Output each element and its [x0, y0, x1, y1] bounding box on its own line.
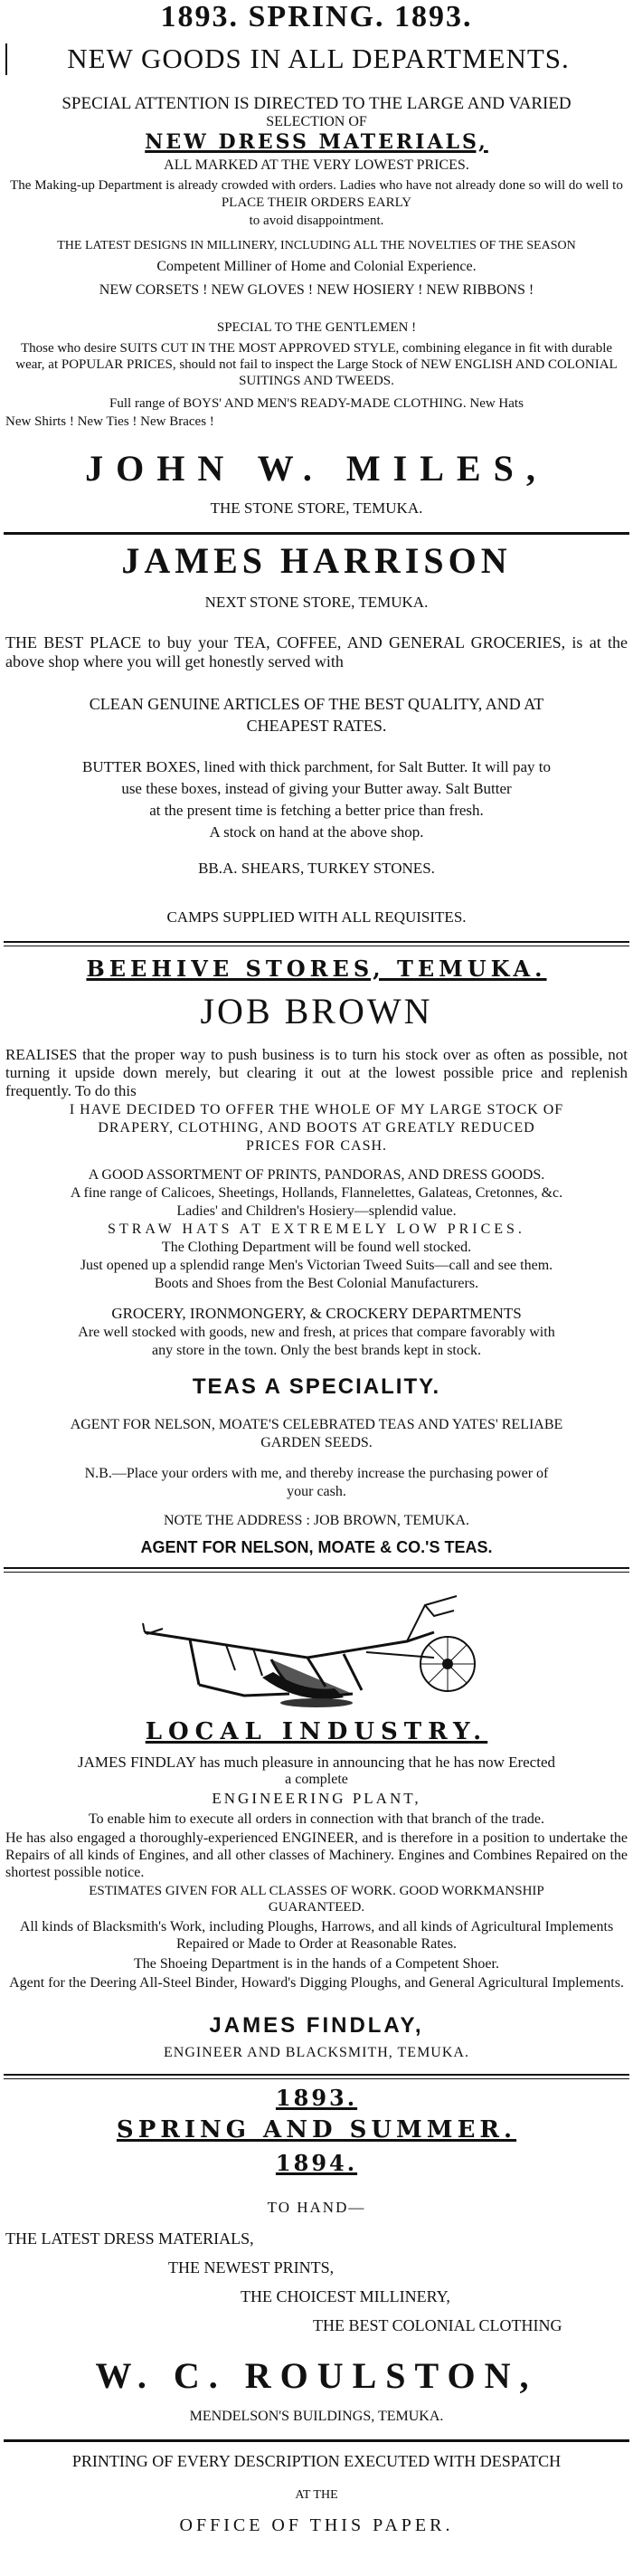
roulston-line-4: THE BEST COLONIAL CLOTHING	[313, 2316, 562, 2334]
findlay-name: JAMES FINDLAY,	[209, 2013, 424, 2038]
realises-text: REALISES that the proper way to push business is to turn his stock over as often as possible, not turning it upside down merely, but clearing it out at the lowest possible price and replenish frequently. To do this	[5, 1046, 628, 1099]
camps-text: CAMPS SUPPLIED WITH ALL REQUISITES.	[166, 908, 467, 926]
agent-seeds-line-2: GARDEN SEEDS.	[260, 1435, 373, 1450]
engineering-plant-text: ENGINEERING PLANT,	[212, 1790, 421, 1807]
stocked-line-1: Are well stocked with goods, new and fresh, at prices that compare favorably with	[78, 1325, 555, 1340]
nb-line-2: your cash.	[287, 1484, 346, 1499]
boots-text: Boots and Shoes from the Best Colonial Manufacturers.	[154, 1276, 479, 1291]
harrison-address: NEXT STONE STORE, TEMUKA.	[204, 594, 429, 611]
season-heading: SPRING AND SUMMER.	[116, 2116, 517, 2143]
disappointment-text: to avoid disappointment.	[249, 214, 384, 228]
divider	[4, 2439, 629, 2442]
millinery-text: THE LATEST DESIGNS IN MILLINERY, INCLUDING ALL THE NOVELTIES OF THE SEASON	[57, 239, 576, 252]
agent-teas-text: AGENT FOR NELSON, MOATE & CO.'S TEAS.	[140, 1538, 493, 1556]
decided-line-2: DRAPERY, CLOTHING, AND BOOTS AT GREATLY REDUCED	[98, 1120, 535, 1136]
attention-line-2: SELECTION OF	[266, 114, 367, 129]
marked-prices-text: ALL MARKED AT THE VERY LOWEST PRICES.	[164, 157, 469, 173]
grocery-heading: GROCERY, IRONMONGERY, & CROCKERY DEPARTMENTS	[111, 1305, 522, 1322]
clothing-department-text: The Clothing Department will be found well stocked.	[161, 1240, 472, 1255]
divider	[4, 532, 629, 535]
shirts-text: New Shirts ! New Ties ! New Braces !	[5, 414, 214, 429]
straw-hats-text: STRAW HATS AT EXTREMELY LOW PRICES.	[108, 1221, 525, 1237]
year-header: 1893. SPRING. 1893.	[160, 0, 473, 33]
printing-line-3: OFFICE OF THIS PAPER.	[179, 2515, 454, 2535]
plough-illustration	[136, 1578, 497, 1714]
suits-text: Those who desire SUITS CUT IN THE MOST APPROVED STYLE, combining elegance in fit with durable wear, at POPULAR PRICES, should not fail to inspect the Large Stock of NEW ENGLISH AND COLONIAL SUITINGS AND TWEEDS.	[15, 341, 618, 388]
butter-line-2: use these boxes, instead of giving your Butter away. Salt Butter	[121, 780, 512, 797]
miles-address: THE STONE STORE, TEMUKA.	[210, 499, 423, 517]
printing-line-1: PRINTING OF EVERY DESCRIPTION EXECUTED WITH DESPATCH	[71, 2452, 562, 2470]
shoeing-text: The Shoeing Department is in the hands of a Competent Shoer.	[134, 1956, 499, 1972]
making-up-text: The Making-up Department is already crowded with orders. Ladies who have not already done so will do well to PLACE THEIR ORDERS EARLY	[10, 178, 623, 210]
butter-line-1: BUTTER BOXES, lined with thick parchment, for Salt Butter. It will pay to	[82, 758, 551, 775]
brown-name: JOB BROWN	[200, 991, 433, 1031]
clean-articles-line-1: CLEAN GENUINE ARTICLES OF THE BEST QUALITY, AND AT	[89, 695, 544, 713]
year-1893: 1893.	[275, 2085, 358, 2111]
local-industry-heading: LOCAL INDUSTRY.	[145, 1718, 488, 1745]
deering-text: Agent for the Deering All-Steel Binder, Howard's Digging Ploughs, and General Agricultural Implements.	[9, 1975, 624, 1991]
beehive-heading: BEEHIVE STORES, TEMUKA.	[86, 955, 547, 982]
nb-line-1: N.B.—Place your orders with me, and thereby increase the purchasing power of	[84, 1466, 549, 1481]
roulston-address: MENDELSON'S BUILDINGS, TEMUKA.	[189, 2409, 444, 2424]
decided-line-1: I HAVE DECIDED TO OFFER THE WHOLE OF MY LARGE STOCK OF	[69, 1102, 564, 1117]
decided-line-3: PRICES FOR CASH.	[245, 1138, 388, 1154]
announce-line-1: JAMES FINDLAY has much pleasure in announcing that he has now Erected	[78, 1754, 555, 1771]
miles-name: JOHN W. MILES,	[85, 448, 548, 489]
clothing-text: Full range of BOYS' AND MEN'S READY-MADE CLOTHING. New Hats	[109, 396, 524, 411]
butter-line-3: at the present time is fetching a better price than fresh.	[149, 802, 484, 819]
tweed-suits-text: Just opened up a splendid range Men's Victorian Tweed Suits—call and see them.	[80, 1258, 553, 1273]
divider	[4, 2074, 629, 2079]
attention-line-1: SPECIAL ATTENTION IS DIRECTED TO THE LARGE AND VARIED	[61, 94, 572, 113]
clean-articles-line-2: CHEAPEST RATES.	[246, 717, 387, 735]
novelties-text: NEW CORSETS ! NEW GLOVES ! NEW HOSIERY ! NEW RIBBONS !	[99, 282, 534, 298]
hosiery-text: Ladies' and Children's Hosiery—splendid value.	[176, 1203, 457, 1219]
new-goods-heading: NEW GOODS IN ALL DEPARTMENTS.	[5, 43, 629, 75]
guaranteed-text: GUARANTEED.	[268, 1900, 365, 1915]
harrison-name: JAMES HARRISON	[121, 540, 512, 581]
stocked-line-2: any store in the town. Only the best brands kept in stock.	[152, 1343, 481, 1358]
agent-seeds-line-1: AGENT FOR NELSON, MOATE'S CELEBRATED TEAS AND YATES' RELIABE	[70, 1417, 563, 1432]
teas-speciality-heading: TEAS A SPECIALITY.	[192, 1374, 441, 1399]
estimates-text: ESTIMATES GIVEN FOR ALL CLASSES OF WORK. GOOD WORKMANSHIP	[89, 1884, 544, 1898]
shears-text: BB.A. SHEARS, TURKEY STONES.	[198, 860, 435, 877]
engineer-text: He has also engaged a thoroughly-experienced ENGINEER, and is therefore in a position to undertake the Repairs of all kinds of Engines, and all other classes of Machinery. Engines and Combines Repaired on the shortest possible notice.	[5, 1830, 628, 1880]
divider	[4, 1567, 629, 1573]
year-1894: 1894.	[275, 2150, 358, 2176]
to-hand-text: TO HAND—	[267, 2199, 366, 2216]
roulston-line-2: THE NEWEST PRINTS,	[168, 2258, 335, 2277]
roulston-name: W. C. ROULSTON,	[95, 2355, 538, 2396]
best-place-text: THE BEST PLACE to buy your TEA, COFFEE, AND GENERAL GROCERIES, is at the above shop where you will get honestly served with	[5, 633, 628, 670]
gentlemen-heading: SPECIAL TO THE GENTLEMEN !	[216, 320, 417, 335]
calicoes-text: A fine range of Calicoes, Sheetings, Hollands, Flannelettes, Galateas, Cretonnes, &c.	[70, 1185, 563, 1201]
enable-text: To enable him to execute all orders in connection with that branch of the trade.	[88, 1811, 545, 1827]
announce-line-2: a complete	[285, 1772, 348, 1787]
divider	[4, 941, 629, 946]
findlay-title: ENGINEER AND BLACKSMITH, TEMUKA.	[164, 2045, 469, 2060]
note-address-text: NOTE THE ADDRESS : JOB BROWN, TEMUKA.	[163, 1513, 470, 1528]
roulston-line-3: THE CHOICEST MILLINERY,	[241, 2287, 450, 2305]
prints-text: A GOOD ASSORTMENT OF PRINTS, PANDORAS, AND DRESS GOODS.	[88, 1167, 545, 1183]
blacksmith-text: All kinds of Blacksmith's Work, including Ploughs, Harrows, and all kinds of Agricultural Implements Repaired or Made to Order at Reasonable Rates.	[19, 1919, 614, 1952]
milliner-text: Competent Milliner of Home and Colonial Experience.	[156, 259, 477, 274]
roulston-line-1: THE LATEST DRESS MATERIALS,	[5, 2229, 254, 2248]
dress-materials-heading: NEW DRESS MATERIALS,	[145, 130, 488, 154]
butter-line-4: A stock on hand at the above shop.	[209, 823, 424, 841]
printing-line-2: AT THE	[295, 2488, 338, 2502]
